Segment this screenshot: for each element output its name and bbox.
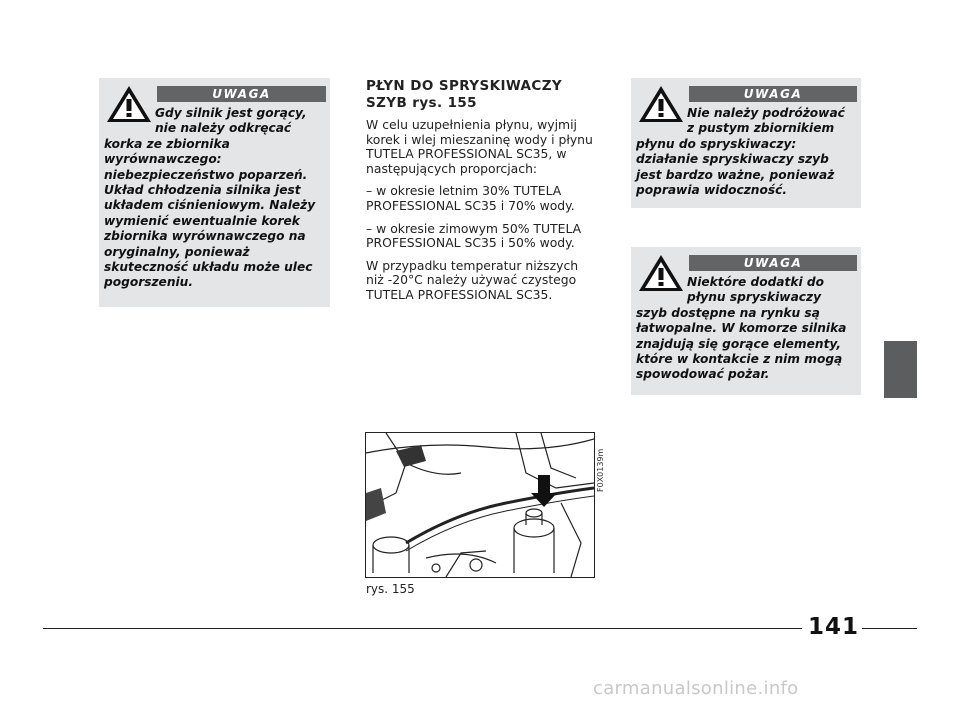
paragraph: W przypadku temperatur niższych niż -20°C należy używać czystego TUTELA PROFESSIONAL SC35. [366,257,579,302]
figure-code-text: F0X0139m [596,448,605,492]
section-tab [884,341,917,398]
figure-engine-bay [365,432,595,578]
section-title: PŁYN DO SPRYSKIWACZY SZYB rys. 155 [366,78,563,111]
paragraph: W celu uzupełnienia płynu, wyjmij korek i wlej mieszaninę wody i płynu TUTELA PROFESSIONAL SC35, w następujących proporcjach: [366,117,593,176]
warning-box-flammable [631,247,861,395]
warning-heading: UWAGA [689,255,857,271]
footer-rule-right [862,628,917,629]
warning-text: Nie należy podróżować z pustym zbiornikiem płynu do spryskiwaczy: działanie spryskiwaczy szyb jest bardzo ważne, ponieważ poprawia widoczność. [636,106,845,198]
paragraph: – w okresie letnim 30% TUTELA PROFESSIONAL SC35 i 70% wody. [366,183,575,213]
paragraph: – w okresie zimowym 50% TUTELA PROFESSIONAL SC35 i 50% wody. [366,220,582,251]
engine-bay-illustration [366,433,594,577]
footer-rule-left [43,628,802,629]
warning-heading: UWAGA [157,86,326,102]
warning-text: Gdy silnik jest gorący, nie należy odkręcać korka ze zbiornika wyrównawczego: niebezpieczeństwo poparzeń. Układ chłodzenia silnika jest układem ciśnieniowym. Należy wymienić ewentualnie korek zbiornika wyrównawczego na oryginalny, ponieważ skuteczność układu może ulec pogorszeniu. [104,106,316,290]
warning-heading: UWAGA [689,86,857,102]
figure-code [594,444,606,492]
main-section [366,78,598,311]
watermark: carmanualsonline.info [593,678,799,699]
warning-text: Niektóre dodatki do płynu spryskiwaczy szyb dostępne na rynku są łatwopalne. W komorze silnika znajdują się gorące elementy, które w kontakcie z nim mogą spowodować pożar. [636,275,847,382]
page-number: 141 [808,614,860,640]
figure-caption: rys. 155 [366,582,415,596]
warning-box-empty-tank [631,78,861,208]
warning-box-coolant [99,78,330,307]
